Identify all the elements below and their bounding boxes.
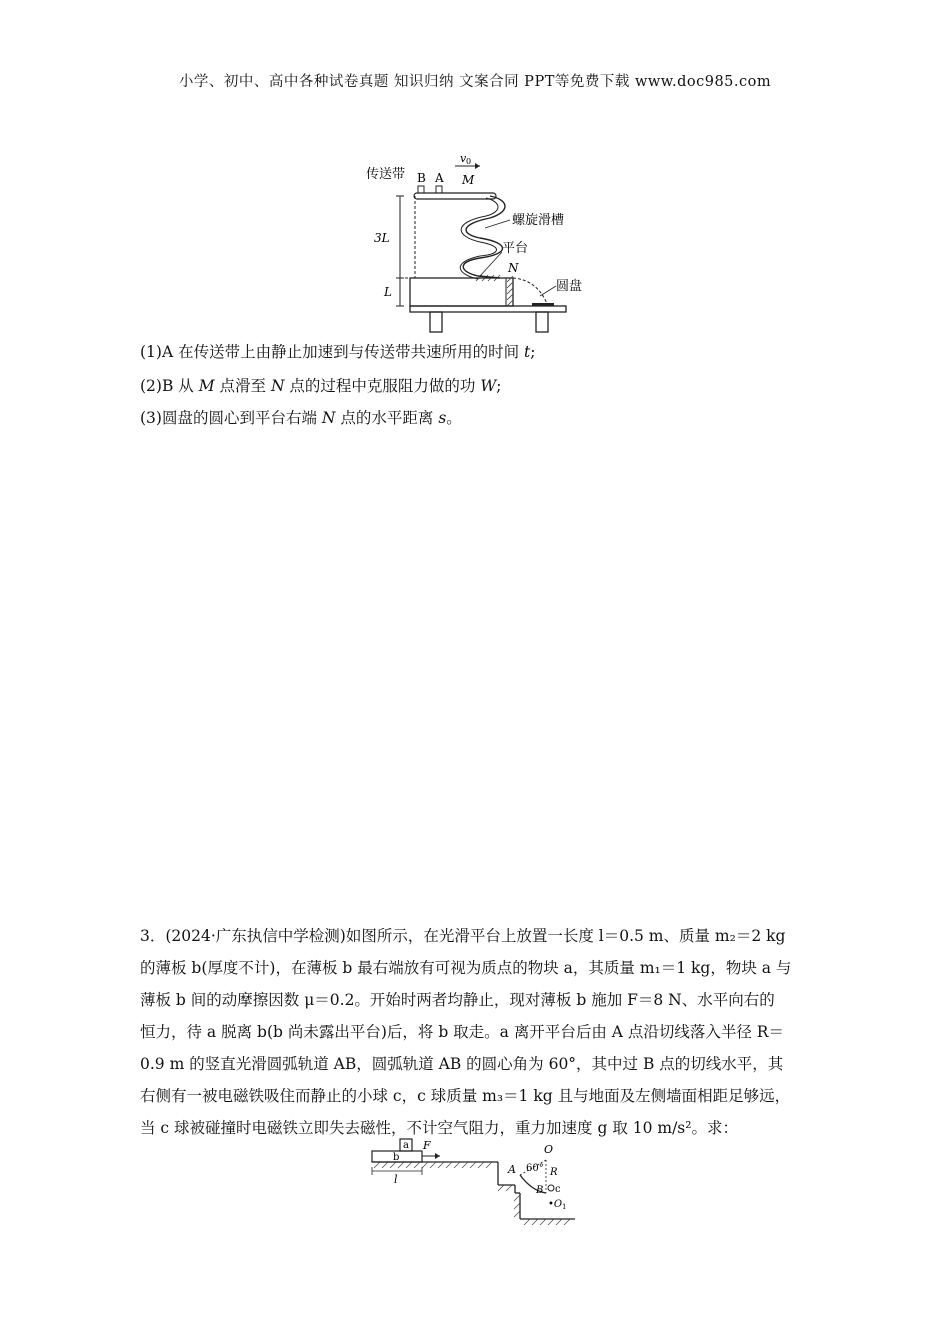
label-v0: v bbox=[460, 152, 467, 165]
platform-hatch bbox=[476, 275, 513, 306]
label-platform: 平台 bbox=[502, 241, 529, 256]
label-r: R bbox=[550, 1167, 558, 1178]
figure-conveyor-spiral bbox=[360, 148, 600, 338]
problem-3-line: 恒力，待 a 脱离 b(b 尚未露出平台)后，将 b 取走。a 离开平台后由 A 点沿切线落入半径 R＝ bbox=[140, 1023, 784, 1041]
spiral-chute bbox=[463, 196, 505, 278]
label-b: b bbox=[393, 1152, 400, 1163]
platform-block bbox=[410, 278, 513, 306]
table-leg-left bbox=[430, 312, 442, 332]
problem-3-line: 右侧有一被电磁铁吸住而静止的小球 c，c 球质量 m₃＝1 kg 且与地面及左侧墙面相距足够远， bbox=[140, 1087, 791, 1105]
label-belt: 传送带 bbox=[366, 167, 406, 182]
disc-shape bbox=[532, 303, 554, 306]
block-a bbox=[436, 186, 442, 193]
label-o1: •O bbox=[548, 1199, 563, 1210]
table-leg-right bbox=[536, 312, 548, 332]
label-n: N bbox=[508, 261, 519, 275]
question-3: (3)圆盘的圆心到平台右端 N 点的水平距离 s。 bbox=[140, 409, 462, 427]
problem-3-text bbox=[140, 920, 820, 1144]
label-a-point: A bbox=[508, 1163, 516, 1176]
label-o: O bbox=[544, 1143, 554, 1156]
label-l: L bbox=[384, 285, 392, 299]
label-a: A bbox=[435, 171, 444, 185]
page-header: 小学、初中、高中各种试卷真题 知识归纳 文案合同 PPT等免费下载 www.doc985.com bbox=[178, 74, 772, 90]
label-o1-sub: 1 bbox=[562, 1203, 567, 1211]
problem-3-line: 当 c 球被碰撞时电磁铁立即失去磁性，不计空气阻力，重力加速度 g 取 10 m/s²。求： bbox=[140, 1119, 738, 1137]
base-plate bbox=[410, 306, 566, 312]
question-1: (1)A 在传送带上由静止加速到与传送带共速所用的时间 t; bbox=[140, 343, 536, 361]
label-60: 60° bbox=[526, 1163, 544, 1174]
label-disc: 圆盘 bbox=[556, 279, 583, 294]
trajectory-dashed bbox=[513, 278, 548, 306]
figure-plank-arc bbox=[360, 1135, 590, 1225]
label-m: M bbox=[462, 173, 475, 187]
label-3l: 3L bbox=[374, 231, 390, 245]
label-b: B bbox=[417, 171, 426, 185]
problem-3-line: 3．(2024·广东执信中学检测)如图所示，在光滑平台上放置一长度 l＝0.5 m、质量 m₂＝2 kg bbox=[140, 927, 786, 945]
problem-3-line: 0.9 m 的竖直光滑圆弧轨道 AB，圆弧轨道 AB 的圆心角为 60°，其中过 B 点的切线水平，其 bbox=[140, 1055, 784, 1073]
problem-3-line: 的薄板 b(厚度不计)，在薄板 b 最右端放有可视为质点的物块 a，其质量 m₁＝1 kg，物块 a 与 bbox=[140, 959, 792, 977]
label-b-point: B bbox=[536, 1185, 544, 1196]
conveyor-belt bbox=[414, 193, 496, 199]
block-b bbox=[418, 186, 424, 193]
label-f: F bbox=[423, 1139, 431, 1152]
problem-3-line: 薄板 b 间的动摩擦因数 μ＝0.2。开始时两者均静止，现对薄板 b 施加 F＝8 N、水平向右的 bbox=[140, 991, 775, 1009]
label-spiral: 螺旋滑槽 bbox=[512, 213, 565, 228]
label-a: a bbox=[403, 1140, 409, 1151]
label-l: l bbox=[394, 1173, 398, 1186]
label-c: c bbox=[555, 1184, 561, 1195]
ball-c bbox=[548, 1185, 554, 1191]
label-v0-sub: 0 bbox=[466, 157, 472, 166]
question-2: (2)B 从 M 点滑至 N 点的过程中克服阻力做的功 W; bbox=[140, 377, 502, 395]
